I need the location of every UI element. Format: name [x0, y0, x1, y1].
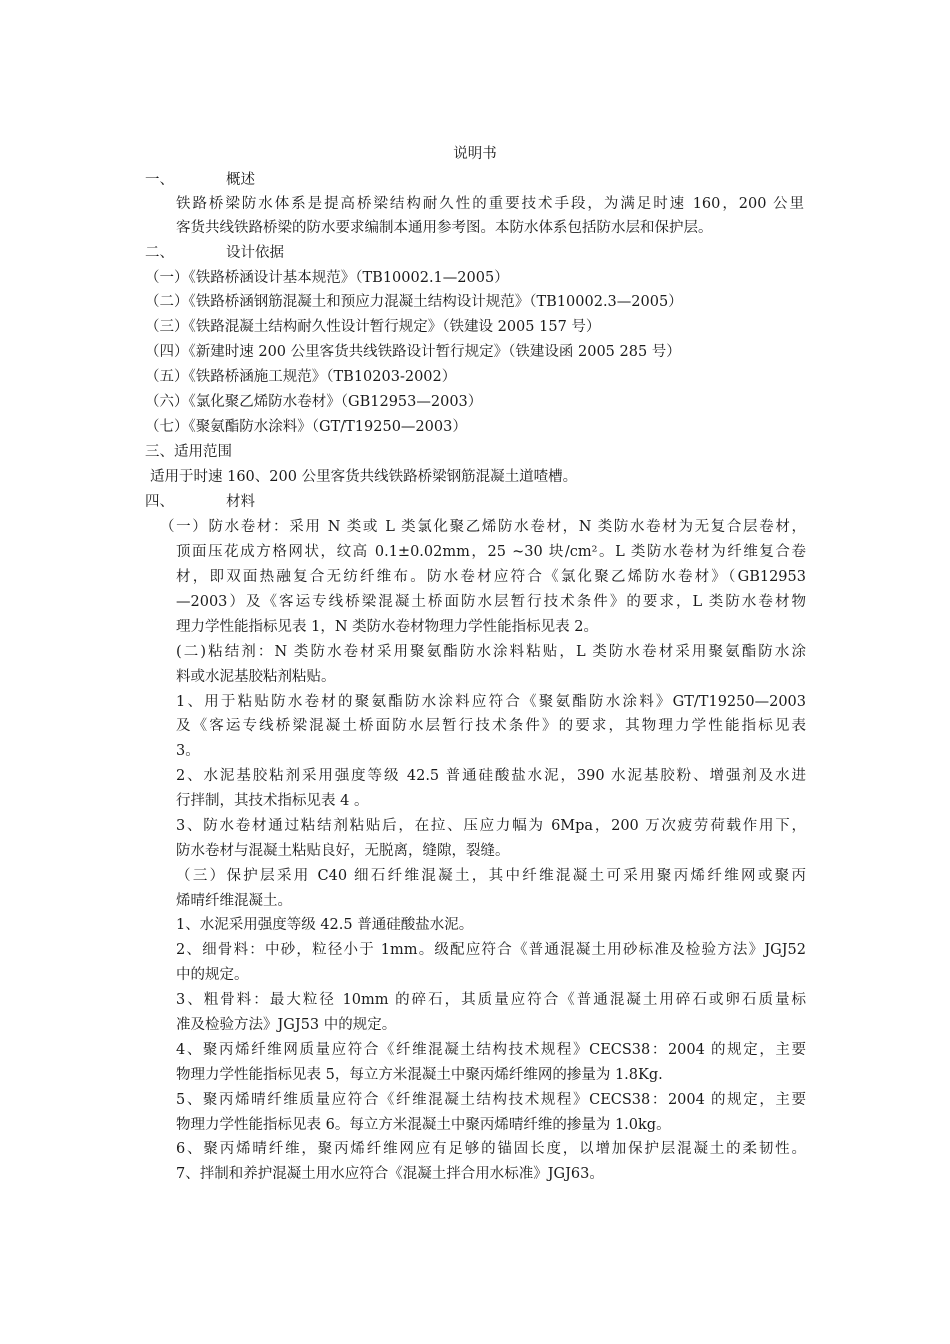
paragraph-line: 准及检验方法》JGJ53 中的规定。 [176, 1017, 397, 1033]
paragraph-line: 物理力学性能指标见表 6。每立方米混凝土中聚丙烯晴纤维的掺量为 1.0kg。 [176, 1117, 671, 1133]
paragraph-line: (二)粘结剂：N 类防水卷材采用聚氨酯防水涂料粘贴，L 类防水卷材采用聚氨酯防水涂 [176, 644, 806, 660]
paragraph-line: 防水卷材与混凝土粘贴良好，无脱离，缝隙，裂缝。 [176, 843, 510, 859]
paragraph-line: 适用于时速 160、200 公里客货共线铁路桥梁钢筋混凝土道喳槽。 [150, 469, 578, 485]
section-1-heading [145, 170, 255, 190]
paragraph-line: 3。 [176, 743, 200, 759]
paragraph-line: 7、拌制和养护混凝土用水应符合《混凝土拌合用水标准》JGJ63。 [176, 1166, 604, 1182]
section-number: 一、 [145, 172, 174, 188]
paragraph-line: 4、聚丙烯纤维网质量应符合《纤维混凝土结构技术规程》CECS38：2004 的规定，主要 [176, 1042, 806, 1058]
paragraph-line: 1、水泥采用强度等级 42.5 普通硅酸盐水泥。 [176, 917, 474, 933]
paragraph-line: 2、水泥基胶粘剂采用强度等级 42.5 普通硅酸盐水泥，390 水泥基胶粉、增强剂及水进 [176, 768, 806, 784]
section-number: 四、 [145, 494, 174, 510]
paragraph-line: 1、用于粘贴防水卷材的聚氨酯防水涂料应符合《聚氨酯防水涂料》GT/T19250—2003 [176, 694, 806, 710]
section-3-heading: 三、适用范围 [145, 444, 232, 460]
section-2-heading [145, 243, 284, 263]
paragraph-line: 铁路桥梁防水体系是提高桥梁结构耐久性的重要技术手段，为满足时速 160，200 公里 [176, 196, 804, 212]
reference-item: （四）《新建时速 200 公里客货共线铁路设计暂行规定》（铁建设函 2005 285 号） [145, 344, 681, 360]
paragraph-line: 中的规定。 [176, 967, 249, 983]
reference-item: （二）《铁路桥涵钢筋混凝土和预应力混凝土结构设计规范》（TB10002.3—2005） [145, 294, 683, 310]
paragraph-line: 顶面压花成方格网状，纹高 0.1±0.02mm，25 ~30 块/cm²。L 类防水卷材为纤维复合卷 [176, 544, 806, 560]
paragraph-line: （三）保护层采用 C40 细石纤维混凝土，其中纤维混凝土可采用聚丙烯纤维网或聚丙 [176, 868, 806, 884]
document-title: 说明书 [453, 146, 497, 162]
paragraph-line: 6、聚丙烯晴纤维，聚丙烯纤维网应有足够的锚固长度，以增加保护层混凝土的柔韧性。 [176, 1141, 806, 1157]
paragraph-line: 3、防水卷材通过粘结剂粘贴后，在拉、压应力幅为 6Mpa，200 万次疲劳荷载作用下， [176, 818, 806, 834]
section-4-heading [145, 492, 255, 512]
reference-item: （一）《铁路桥涵设计基本规范》（TB10002.1—2005） [145, 270, 509, 286]
paragraph-line: 行拌制，其技术指标见表 4 。 [176, 793, 369, 809]
paragraph-line: 5、聚丙烯晴纤维质量应符合《纤维混凝土结构技术规程》CECS38：2004 的规定，主要 [176, 1092, 806, 1108]
paragraph-line: 材，即双面热融复合无纺纤维布。防水卷材应符合《氯化聚乙烯防水卷材》（GB12953 [176, 569, 806, 585]
section-number: 二、 [145, 245, 174, 261]
reference-item: （五）《铁路桥涵施工规范》（TB10203-2002） [145, 369, 457, 385]
section-title: 概述 [226, 172, 255, 188]
reference-item: （三）《铁路混凝土结构耐久性设计暂行规定》（铁建设 2005 157 号） [145, 319, 601, 335]
paragraph-line: 烯晴纤维混凝土。 [176, 893, 292, 909]
section-title: 设计依据 [226, 245, 284, 261]
paragraph-line: 料或水泥基胶粘剂粘贴。 [176, 669, 336, 685]
paragraph-line: 2、细骨料：中砂，粒径小于 1mm。级配应符合《普通混凝土用砂标准及检验方法》JGJ52 [176, 942, 806, 958]
paragraph-line: 物理力学性能指标见表 5，每立方米混凝土中聚丙烯纤维网的掺量为 1.8Kg. [176, 1067, 663, 1083]
paragraph-line: —2003）及《客运专线桥梁混凝土桥面防水层暂行技术条件》的要求，L 类防水卷材物 [176, 594, 806, 610]
paragraph-line: （一）防水卷材：采用 N 类或 L 类氯化聚乙烯防水卷材，N 类防水卷材为无复合层卷材， [160, 519, 806, 535]
section-title: 材料 [226, 494, 255, 510]
paragraph-line: 及《客运专线桥梁混凝土桥面防水层暂行技术条件》的要求，其物理力学性能指标见表 [176, 718, 806, 734]
paragraph-line: 理力学性能指标见表 1，N 类防水卷材物理力学性能指标见表 2。 [176, 619, 598, 635]
reference-item: （七）《聚氨酯防水涂料》（GT/T19250—2003） [145, 419, 467, 435]
reference-item: （六）《氯化聚乙烯防水卷材》（GB12953—2003） [145, 394, 483, 410]
paragraph-line: 客货共线铁路桥梁的防水要求编制本通用参考图。本防水体系包括防水层和保护层。 [176, 220, 713, 236]
paragraph-line: 3、粗骨料：最大粒径 10mm 的碎石，其质量应符合《普通混凝土用碎石或卵石质量标 [176, 992, 806, 1008]
